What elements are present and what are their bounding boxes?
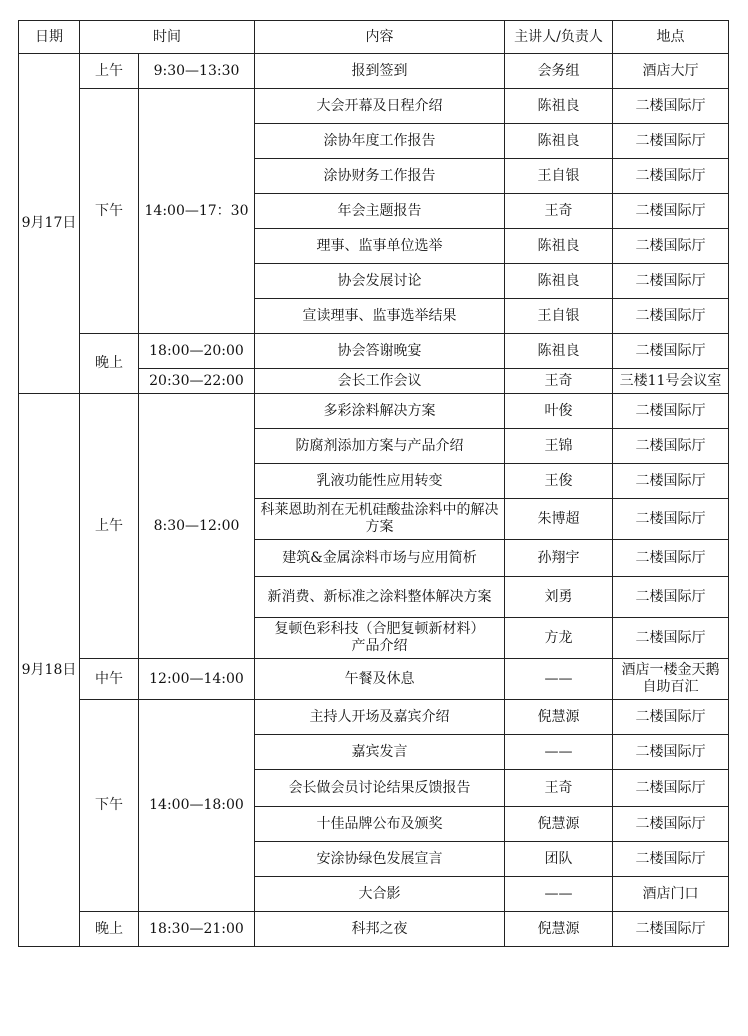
- date-cell: 9月18日: [19, 394, 80, 947]
- content-cell: 乳液功能性应用转变: [255, 464, 505, 499]
- location-cell: 二楼国际厅: [613, 912, 729, 947]
- location-cell: 二楼国际厅: [613, 770, 729, 807]
- header-speaker: 主讲人/负责人: [505, 21, 613, 54]
- speaker-cell: 团队: [505, 842, 613, 877]
- speaker-cell: 王奇: [505, 194, 613, 229]
- table-row: [19, 659, 729, 700]
- period-cell: 下午: [80, 700, 139, 912]
- table-row: [19, 54, 729, 89]
- speaker-cell: 陈祖良: [505, 264, 613, 299]
- period-cell: 下午: [80, 89, 139, 334]
- location-cell: 酒店一楼金天鹅自助百汇: [613, 659, 729, 700]
- content-cell: [255, 618, 505, 659]
- content-cell: 协会发展讨论: [255, 264, 505, 299]
- speaker-cell: 陈祖良: [505, 229, 613, 264]
- table-row: [19, 394, 729, 429]
- content-cell: 科莱恩助剂在无机硅酸盐涂料中的解决方案: [255, 499, 505, 540]
- period-cell: 上午: [80, 394, 139, 659]
- content-cell: 主持人开场及嘉宾介绍: [255, 700, 505, 735]
- header-location: 地点: [613, 21, 729, 54]
- header-content: 内容: [255, 21, 505, 54]
- period-cell: 上午: [80, 54, 139, 89]
- time-cell: 20:30—22:00: [139, 369, 255, 394]
- speaker-cell: 孙翔宇: [505, 540, 613, 577]
- location-cell: 二楼国际厅: [613, 735, 729, 770]
- time-cell: 14:00—17：30: [139, 89, 255, 334]
- content-cell: 大合影: [255, 877, 505, 912]
- speaker-cell: 王俊: [505, 464, 613, 499]
- period-cell: 中午: [80, 659, 139, 700]
- time-cell: 12:00—14:00: [139, 659, 255, 700]
- location-cell: 二楼国际厅: [613, 299, 729, 334]
- speaker-cell: ——: [505, 659, 613, 700]
- table-row: [19, 912, 729, 947]
- time-cell: 18:00—20:00: [139, 334, 255, 369]
- speaker-cell: 王奇: [505, 770, 613, 807]
- time-cell: 9:30—13:30: [139, 54, 255, 89]
- location-cell: 二楼国际厅: [613, 334, 729, 369]
- table-row: [19, 700, 729, 735]
- table-row: [19, 334, 729, 369]
- speaker-cell: 倪慧源: [505, 807, 613, 842]
- date-cell: 9月17日: [19, 54, 80, 394]
- content-cell: 建筑&金属涂料市场与应用简析: [255, 540, 505, 577]
- content-cell: 大会开幕及日程介绍: [255, 89, 505, 124]
- speaker-cell: 陈祖良: [505, 124, 613, 159]
- content-cell: 报到签到: [255, 54, 505, 89]
- speaker-cell: 会务组: [505, 54, 613, 89]
- content-cell: 嘉宾发言: [255, 735, 505, 770]
- period-cell: 晚上: [80, 912, 139, 947]
- location-cell: 二楼国际厅: [613, 124, 729, 159]
- content-cell: 多彩涂料解决方案: [255, 394, 505, 429]
- location-cell: 二楼国际厅: [613, 394, 729, 429]
- content-cell: 年会主题报告: [255, 194, 505, 229]
- speaker-cell: 倪慧源: [505, 912, 613, 947]
- period-cell: 晚上: [80, 334, 139, 394]
- content-cell: 防腐剂添加方案与产品介绍: [255, 429, 505, 464]
- content-cell: 会长工作会议: [255, 369, 505, 394]
- content-cell: 宣读理事、监事选举结果: [255, 299, 505, 334]
- content-line: 复顿色彩科技（合肥复顿新材料）: [274, 621, 485, 637]
- location-cell: 二楼国际厅: [613, 89, 729, 124]
- speaker-cell: 王锦: [505, 429, 613, 464]
- location-cell: 二楼国际厅: [613, 540, 729, 577]
- location-cell: 二楼国际厅: [613, 229, 729, 264]
- content-cell: 十佳品牌公布及颁奖: [255, 807, 505, 842]
- location-cell: 酒店大厅: [613, 54, 729, 89]
- location-cell: 二楼国际厅: [613, 159, 729, 194]
- speaker-cell: 朱博超: [505, 499, 613, 540]
- location-cell: 二楼国际厅: [613, 807, 729, 842]
- speaker-cell: 倪慧源: [505, 700, 613, 735]
- speaker-cell: 叶俊: [505, 394, 613, 429]
- speaker-cell: 王自银: [505, 299, 613, 334]
- content-cell: 涂协财务工作报告: [255, 159, 505, 194]
- content-cell: 午餐及休息: [255, 659, 505, 700]
- location-cell: 二楼国际厅: [613, 577, 729, 618]
- location-cell: 二楼国际厅: [613, 618, 729, 659]
- speaker-cell: 王奇: [505, 369, 613, 394]
- speaker-cell: 陈祖良: [505, 334, 613, 369]
- location-cell: 二楼国际厅: [613, 194, 729, 229]
- speaker-cell: 方龙: [505, 618, 613, 659]
- location-cell: 二楼国际厅: [613, 499, 729, 540]
- header-time: 时间: [80, 21, 255, 54]
- speaker-cell: ——: [505, 735, 613, 770]
- speaker-cell: 王自银: [505, 159, 613, 194]
- content-cell: 涂协年度工作报告: [255, 124, 505, 159]
- location-cell: 二楼国际厅: [613, 429, 729, 464]
- speaker-cell: 陈祖良: [505, 89, 613, 124]
- speaker-cell: 刘勇: [505, 577, 613, 618]
- schedule-table: [18, 20, 729, 947]
- speaker-cell: ——: [505, 877, 613, 912]
- location-cell: 二楼国际厅: [613, 464, 729, 499]
- location-cell: 二楼国际厅: [613, 700, 729, 735]
- content-cell: 会长做会员讨论结果反馈报告: [255, 770, 505, 807]
- content-line: 产品介绍: [351, 638, 408, 654]
- content-cell: 理事、监事单位选举: [255, 229, 505, 264]
- location-cell: 三楼11号会议室: [613, 369, 729, 394]
- time-cell: 8:30—12:00: [139, 394, 255, 659]
- content-cell: 科邦之夜: [255, 912, 505, 947]
- content-cell: 协会答谢晚宴: [255, 334, 505, 369]
- time-cell: 18:30—21:00: [139, 912, 255, 947]
- location-cell: 二楼国际厅: [613, 842, 729, 877]
- location-cell: 二楼国际厅: [613, 264, 729, 299]
- header-row: [19, 21, 729, 54]
- time-cell: 14:00—18:00: [139, 700, 255, 912]
- header-date: 日期: [19, 21, 80, 54]
- table-row: [19, 89, 729, 124]
- content-cell: 新消费、新标准之涂料整体解决方案: [255, 577, 505, 618]
- content-cell: 安涂协绿色发展宣言: [255, 842, 505, 877]
- location-cell: 酒店门口: [613, 877, 729, 912]
